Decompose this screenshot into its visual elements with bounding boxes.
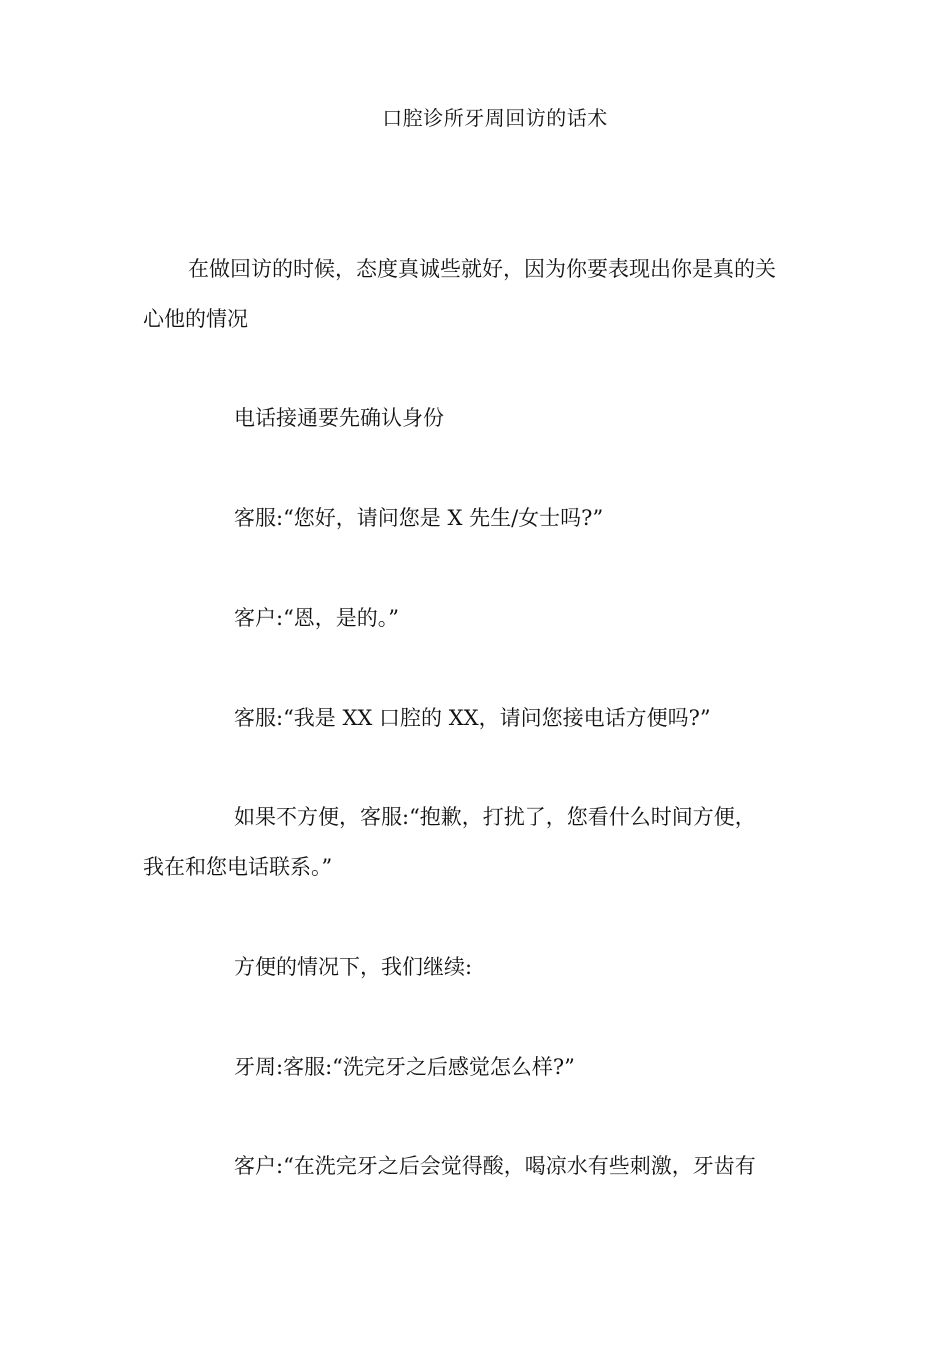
paragraph-inconvenient-line-1: 如果不方便，客服:“抱歉，打扰了，您看什么时间方便， — [234, 805, 756, 829]
intro-paragraph-line-2: 心他的情况 — [143, 307, 248, 331]
paragraph-customer-reply: 客户:“恩，是的。” — [234, 606, 400, 630]
paragraph-periodontal-question: 牙周:客服:“洗完牙之后感觉怎么样?” — [234, 1055, 575, 1079]
intro-paragraph-line-1: 在做回访的时候，态度真诚些就好，因为你要表现出你是真的关 — [188, 257, 776, 281]
paragraph-customer-feedback: 客户:“在洗完牙之后会觉得酸，喝凉水有些刺激，牙齿有 — [234, 1154, 756, 1178]
paragraph-continue: 方便的情况下，我们继续: — [234, 955, 473, 979]
paragraph-confirm-identity: 电话接通要先确认身份 — [234, 406, 444, 430]
document-title: 口腔诊所牙周回访的话术 — [382, 106, 608, 130]
paragraph-inconvenient-line-2: 我在和您电话联系。” — [143, 855, 333, 879]
paragraph-service-intro: 客服:“我是 XX 口腔的 XX，请问您接电话方便吗?” — [234, 706, 711, 730]
paragraph-service-greeting: 客服:“您好，请问您是 X 先生/女士吗?” — [234, 506, 604, 530]
